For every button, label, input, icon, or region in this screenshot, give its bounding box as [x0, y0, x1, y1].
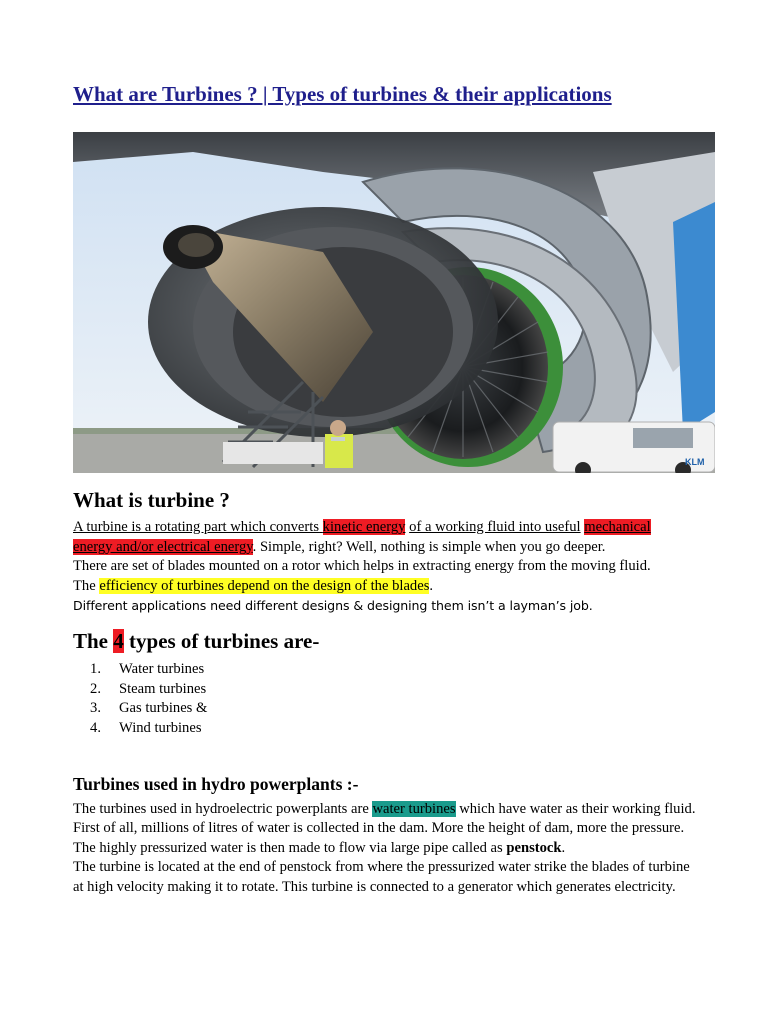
- bold-penstock: penstock: [506, 839, 562, 856]
- text: which have water as their working fluid.: [459, 801, 696, 817]
- definition-line-2: [73, 538, 713, 558]
- definition-line-1: [73, 518, 713, 538]
- section-heading-what-is-turbine: What is turbine ?: [73, 488, 230, 512]
- list-label: Water turbines: [119, 661, 205, 677]
- page-title[interactable]: What are Turbines ? | Types of turbines & their applications: [73, 82, 612, 106]
- list-label: Wind turbines: [119, 719, 202, 736]
- highlight-kinetic-energy: kinetic energy: [322, 519, 406, 535]
- hydro-paragraph-1: [73, 800, 703, 819]
- hydro-paragraph-3: The turbine is located at the end of penstock from where the pressurized water strike the blades of turbine at high velocity making it to rotate. This turbine is connected to a generator which generates electricity.: [73, 859, 690, 895]
- list-item: [73, 660, 207, 680]
- text: First of all, millions of litres of water is collected in the dam. More the height of dam, more the pressure. The highly pressurized water is then made to flow via large pipe called as: [73, 820, 685, 856]
- text: The: [73, 577, 96, 594]
- turbine-definition: [73, 518, 713, 616]
- section-heading-hydro: Turbines used in hydro powerplants :-: [73, 774, 359, 794]
- definition-line-5: Different applications need different designs & designing them isn’t a layman’s job.: [73, 598, 593, 613]
- list-number: 3.: [90, 700, 101, 716]
- list-label: Steam turbines: [119, 680, 207, 697]
- text: .: [561, 839, 566, 856]
- highlight-water-turbines: water turbines: [372, 801, 456, 817]
- hydro-paragraph-2: [73, 819, 703, 858]
- list-label: Gas turbines &: [119, 700, 208, 716]
- text: .: [429, 577, 434, 594]
- highlight-number-4: 4: [113, 629, 124, 653]
- hydro-description: [73, 800, 703, 897]
- turbine-types-list: [73, 660, 207, 738]
- text: types of turbines are-: [129, 629, 320, 653]
- jet-engine-photo-icon: [73, 132, 715, 473]
- text: of a working fluid into useful: [409, 519, 581, 535]
- highlight-mechanical: mechanical: [584, 519, 651, 535]
- tail-logo: KLM: [685, 457, 705, 467]
- list-item: [73, 719, 207, 739]
- definition-line-4: [73, 577, 713, 597]
- text: The: [73, 629, 109, 653]
- list-number: 4.: [90, 719, 101, 736]
- section-heading-types: [73, 627, 319, 655]
- list-item: [73, 680, 207, 700]
- text: A turbine is a rotating part which converts: [73, 519, 320, 535]
- hero-image: [73, 132, 715, 473]
- highlight-energy-electrical: energy and/or electrical energy: [73, 538, 253, 555]
- list-number: 1.: [90, 661, 101, 677]
- text: The turbines used in hydroelectric powerplants are: [73, 801, 369, 817]
- list-item: [73, 699, 207, 719]
- highlight-efficiency: efficiency of turbines depend on the design of the blades: [99, 577, 430, 594]
- definition-line-3: There are set of blades mounted on a rotor which helps in extracting energy from the moving fluid.: [73, 558, 651, 574]
- list-number: 2.: [90, 680, 101, 697]
- text: . Simple, right? Well, nothing is simple when you go deeper.: [252, 538, 606, 555]
